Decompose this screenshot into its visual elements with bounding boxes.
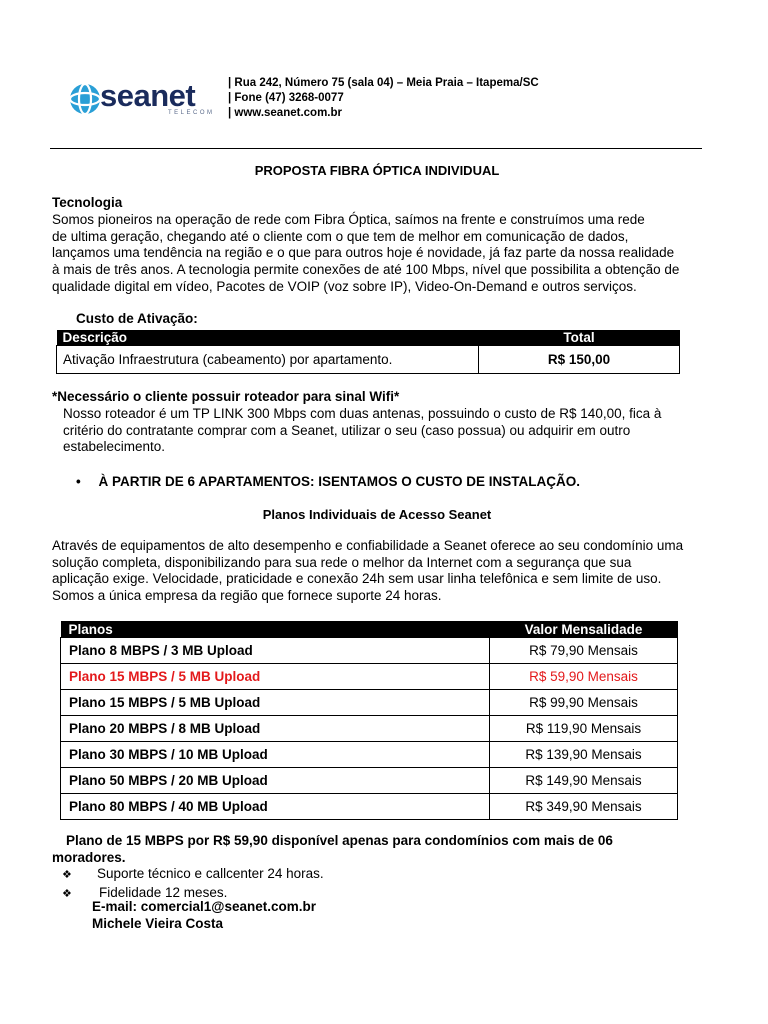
text-line: critério do contratante comprar com a Seanet, utilizar o seu (caso possua) ou adquirir em outro bbox=[63, 422, 631, 438]
logo-wordmark: seanet bbox=[100, 78, 196, 113]
plan-name: Plano 20 MBPS / 8 MB Upload bbox=[61, 716, 490, 742]
text-line: solução completa, disponibilizando para sua rede o melhor da Internet com a segurança que sua bbox=[52, 554, 632, 570]
header-divider bbox=[50, 148, 702, 149]
plan-price: R$ 59,90 Mensais bbox=[490, 664, 678, 690]
tecnologia-paragraph bbox=[52, 212, 699, 296]
text-line: estabelecimento. bbox=[63, 439, 166, 455]
text-line: lançamos uma tendência na região e o que para outros hoje é novidade, já faz parte da nossa realidade bbox=[52, 245, 675, 261]
col-header-total: Total bbox=[479, 330, 680, 346]
planos-table bbox=[60, 621, 678, 820]
plan-price: R$ 119,90 Mensais bbox=[490, 716, 678, 742]
company-header bbox=[228, 76, 539, 121]
ativacao-heading: Custo de Ativação: bbox=[76, 311, 198, 326]
plan-note bbox=[52, 833, 613, 866]
col-header-valor: Valor Mensalidade bbox=[490, 621, 678, 638]
diamond-bullet-icon: ❖ bbox=[62, 869, 72, 881]
table-row bbox=[61, 742, 678, 768]
diamond-bullet-icon: ❖ bbox=[62, 888, 72, 900]
contact-email: E-mail: comercial1@seanet.com.br bbox=[92, 899, 317, 914]
ativacao-table bbox=[56, 330, 680, 374]
isencao-text: À PARTIR DE 6 APARTAMENTOS: ISENTAMOS O CUSTO DE INSTALAÇÃO. bbox=[98, 474, 581, 489]
roteador-paragraph bbox=[63, 406, 700, 456]
contact-name: Michele Vieira Costa bbox=[92, 916, 224, 931]
note-line: Plano de 15 MBPS por R$ 59,90 disponível apenas para condomínios com mais de 06 bbox=[66, 833, 613, 848]
plan-price: R$ 79,90 Mensais bbox=[490, 638, 678, 664]
text-line: Somos pioneiros na operação de rede com Fibra Óptica, saímos na frente e construímos uma rede bbox=[52, 212, 645, 227]
globe-icon bbox=[68, 82, 102, 116]
col-header-planos: Planos bbox=[61, 621, 490, 638]
plan-name: Plano 8 MBPS / 3 MB Upload bbox=[61, 638, 490, 664]
text-line: Através de equipamentos de alto desempenho e confiabilidade a Seanet oferece ao seu condomínio uma bbox=[52, 538, 684, 553]
text-line: qualidade digital em vídeo, Pacotes de VOIP (voz sobre IP), Video-On-Demand e outros serviços. bbox=[52, 278, 637, 294]
roteador-heading: *Necessário o cliente possuir roteador para sinal Wifi* bbox=[52, 389, 400, 404]
phone-line: | Fone (47) 3268-0077 bbox=[228, 92, 344, 104]
table-row bbox=[61, 716, 678, 742]
address-line: | Rua 242, Número 75 (sala 04) – Meia Praia – Itapema/SC bbox=[228, 77, 539, 89]
table-row bbox=[61, 768, 678, 794]
plan-price: R$ 139,90 Mensais bbox=[490, 742, 678, 768]
col-header-descricao: Descrição bbox=[57, 330, 479, 346]
plan-price: R$ 149,90 Mensais bbox=[490, 768, 678, 794]
plan-name: Plano 15 MBPS / 5 MB Upload bbox=[61, 690, 490, 716]
table-row bbox=[61, 638, 678, 664]
website-line: | www.seanet.com.br bbox=[228, 107, 342, 119]
contact-block bbox=[92, 898, 316, 932]
plan-price: R$ 349,90 Mensais bbox=[490, 794, 678, 820]
document-title: PROPOSTA FIBRA ÓPTICA INDIVIDUAL bbox=[254, 163, 500, 178]
planos-heading: Planos Individuais de Acesso Seanet bbox=[262, 507, 492, 522]
text-line: de ultima geração, chegando até o cliente com o que tem de melhor em comunicação de dados, bbox=[52, 228, 629, 244]
planos-paragraph bbox=[52, 538, 700, 605]
bullet-icon: • bbox=[76, 474, 81, 489]
plan-name: Plano 30 MBPS / 10 MB Upload bbox=[61, 742, 490, 768]
seanet-logo bbox=[68, 78, 215, 120]
text-line: à mais de três anos. A tecnologia permite conexões de até 100 Mbps, nível que possibilita a obtenção de bbox=[52, 262, 680, 278]
tecnologia-heading: Tecnologia bbox=[52, 195, 123, 210]
table-row-highlighted bbox=[61, 664, 678, 690]
isencao-bullet bbox=[76, 474, 580, 489]
table-row bbox=[61, 794, 678, 820]
logo-subtitle: TELECOM bbox=[168, 110, 215, 116]
plan-price: R$ 99,90 Mensais bbox=[490, 690, 678, 716]
plan-name: Plano 50 MBPS / 20 MB Upload bbox=[61, 768, 490, 794]
list-item: ❖ Fidelidade 12 meses. bbox=[62, 884, 324, 903]
table-row bbox=[57, 346, 680, 374]
table-row bbox=[61, 690, 678, 716]
ativacao-descricao: Ativação Infraestrutura (cabeamento) por apartamento. bbox=[57, 346, 479, 374]
text-line: Nosso roteador é um TP LINK 300 Mbps com duas antenas, possuindo o custo de R$ 140,00, fica à bbox=[63, 406, 662, 421]
plan-name: Plano 15 MBPS / 5 MB Upload bbox=[61, 664, 490, 690]
ativacao-total: R$ 150,00 bbox=[479, 346, 680, 374]
text-line: Somos a única empresa da região que fornece suporte 24 horas. bbox=[52, 588, 442, 604]
note-line: moradores. bbox=[52, 849, 126, 865]
list-item: ❖ Suporte técnico e callcenter 24 horas. bbox=[62, 865, 324, 884]
plan-name: Plano 80 MBPS / 40 MB Upload bbox=[61, 794, 490, 820]
text-line: aplicação exige. Velocidade, praticidade e conexão 24h sem usar linha telefônica e sem limite de uso. bbox=[52, 571, 662, 587]
